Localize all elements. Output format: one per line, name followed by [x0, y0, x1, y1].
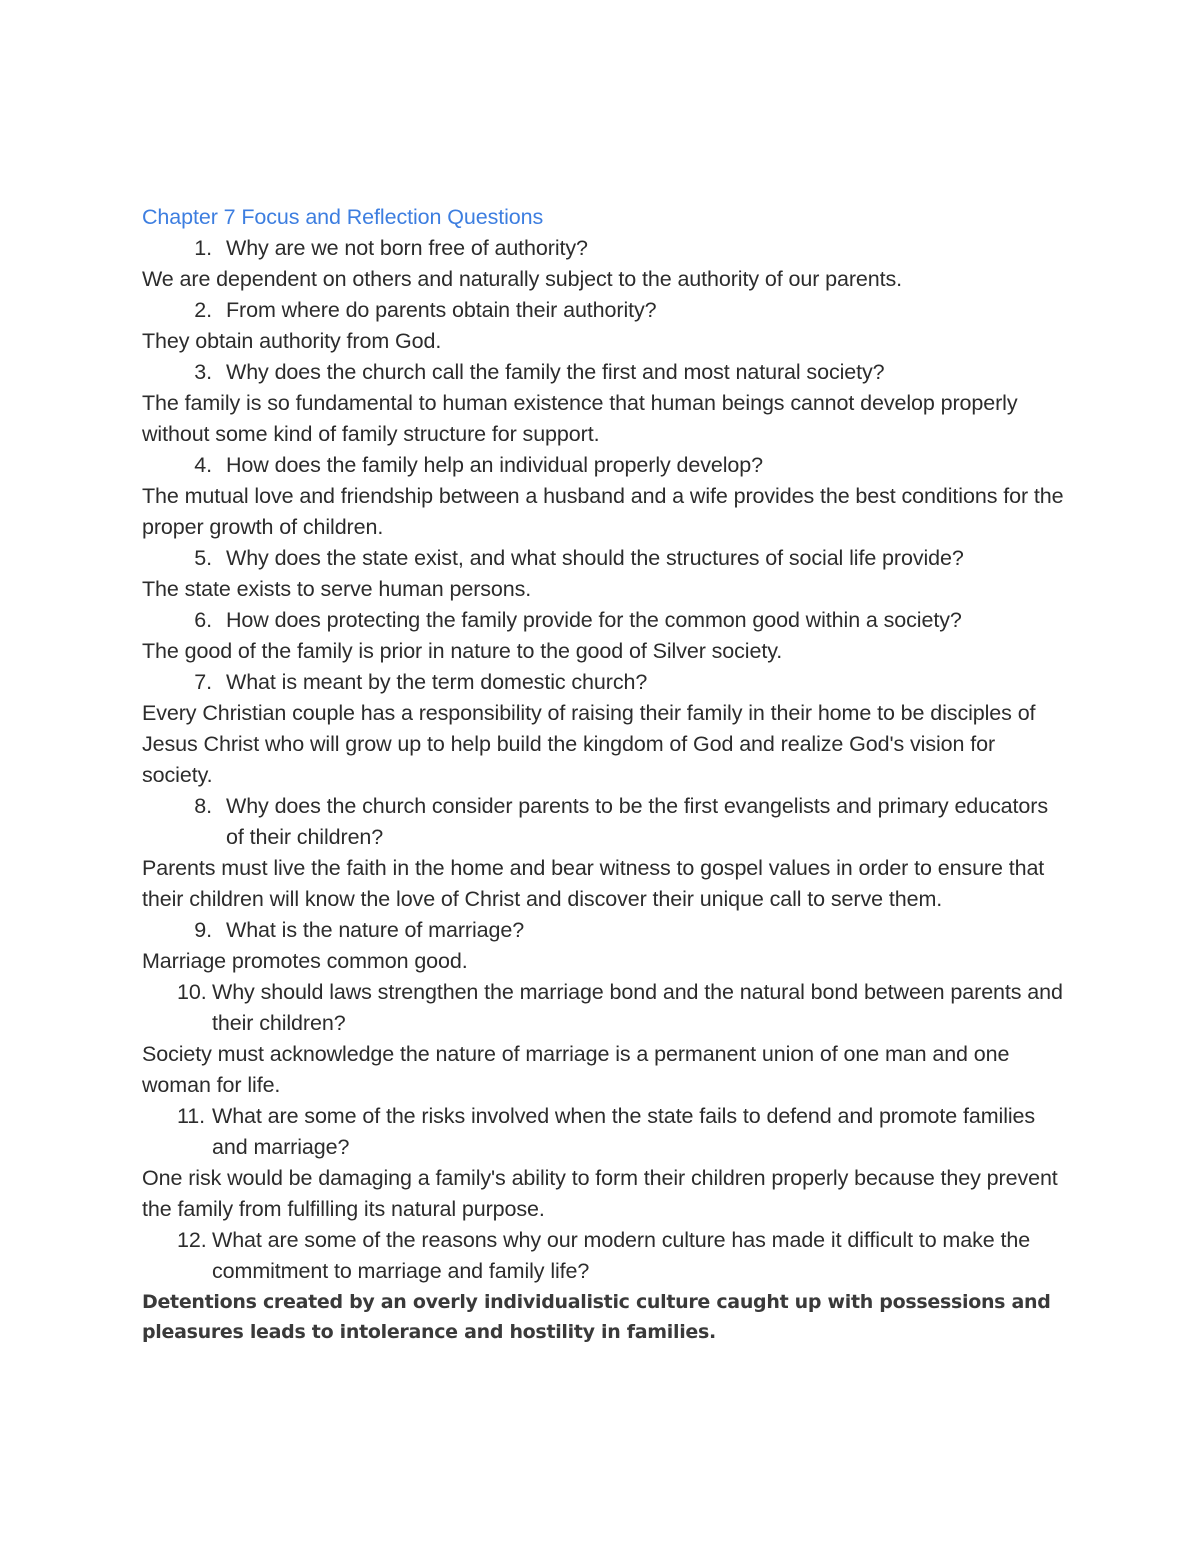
page-title: Chapter 7 Focus and Reflection Questions	[142, 205, 544, 229]
question-11	[142, 1101, 1067, 1163]
question-number: 3.	[194, 360, 212, 384]
question-9	[142, 915, 1067, 946]
question-12	[142, 1225, 1067, 1287]
answer-11: One risk would be damaging a family's ability to form their children properly because they prevent the family from fulfilling its natural purpose.	[142, 1166, 1058, 1221]
question-3	[142, 357, 1067, 388]
document-body	[142, 201, 1067, 1347]
question-number: 10.	[177, 980, 207, 1004]
question-number: 8.	[194, 794, 212, 818]
question-6	[142, 605, 1067, 636]
question-4	[142, 450, 1067, 481]
answer-9: Marriage promotes common good.	[142, 949, 468, 973]
question-text: Why does the church call the family the first and most natural society?	[226, 360, 885, 384]
answer-2: They obtain authority from God.	[142, 329, 442, 353]
answer-12: Detentions created by an overly individualistic culture caught up with possessions and pleasures leads to intolerance and hostility in families.	[142, 1291, 1051, 1343]
question-text: What are some of the reasons why our modern culture has made it difficult to make the commitment to marriage and family life?	[212, 1228, 1031, 1283]
question-text: How does the family help an individual properly develop?	[226, 453, 764, 477]
question-8	[142, 791, 1067, 853]
answer-10: Society must acknowledge the nature of marriage is a permanent union of one man and one woman for life.	[142, 1042, 1010, 1097]
question-number: 4.	[194, 453, 212, 477]
answer-1: We are dependent on others and naturally subject to the authority of our parents.	[142, 267, 903, 291]
question-text: Why should laws strengthen the marriage bond and the natural bond between parents and their children?	[212, 980, 1063, 1035]
answer-5: The state exists to serve human persons.	[142, 577, 532, 601]
question-text: How does protecting the family provide for the common good within a society?	[226, 608, 962, 632]
question-number: 5.	[194, 546, 212, 570]
question-2	[142, 295, 1067, 326]
question-number: 11.	[177, 1104, 205, 1128]
question-5	[142, 543, 1067, 574]
question-7	[142, 667, 1067, 698]
answer-7: Every Christian couple has a responsibility of raising their family in their home to be disciples of Jesus Christ who will grow up to help build the kingdom of God and realize God's vision for society.	[142, 701, 1036, 787]
question-number: 12.	[177, 1228, 207, 1252]
question-text: Why does the church consider parents to be the first evangelists and primary educators of their children?	[226, 794, 1048, 849]
question-10	[142, 977, 1067, 1039]
question-number: 1.	[194, 236, 212, 260]
answer-4: The mutual love and friendship between a husband and a wife provides the best conditions for the proper growth of children.	[142, 484, 1064, 539]
question-number: 6.	[194, 608, 212, 632]
answer-8: Parents must live the faith in the home and bear witness to gospel values in order to ensure that their children will know the love of Christ and discover their unique call to serve them.	[142, 856, 1045, 911]
question-text: What is meant by the term domestic church?	[226, 670, 648, 694]
answer-6: The good of the family is prior in nature to the good of Silver society.	[142, 639, 783, 663]
question-number: 7.	[194, 670, 212, 694]
question-number: 2.	[194, 298, 212, 322]
question-text: What is the nature of marriage?	[226, 918, 525, 942]
question-text: Why are we not born free of authority?	[226, 236, 588, 260]
question-1	[142, 233, 1067, 264]
question-number: 9.	[194, 918, 212, 942]
answer-3: The family is so fundamental to human existence that human beings cannot develop properly without some kind of family structure for support.	[142, 391, 1018, 446]
question-text: From where do parents obtain their authority?	[226, 298, 657, 322]
question-text: What are some of the risks involved when the state fails to defend and promote families and marriage?	[212, 1104, 1036, 1159]
question-text: Why does the state exist, and what should the structures of social life provide?	[226, 546, 964, 570]
